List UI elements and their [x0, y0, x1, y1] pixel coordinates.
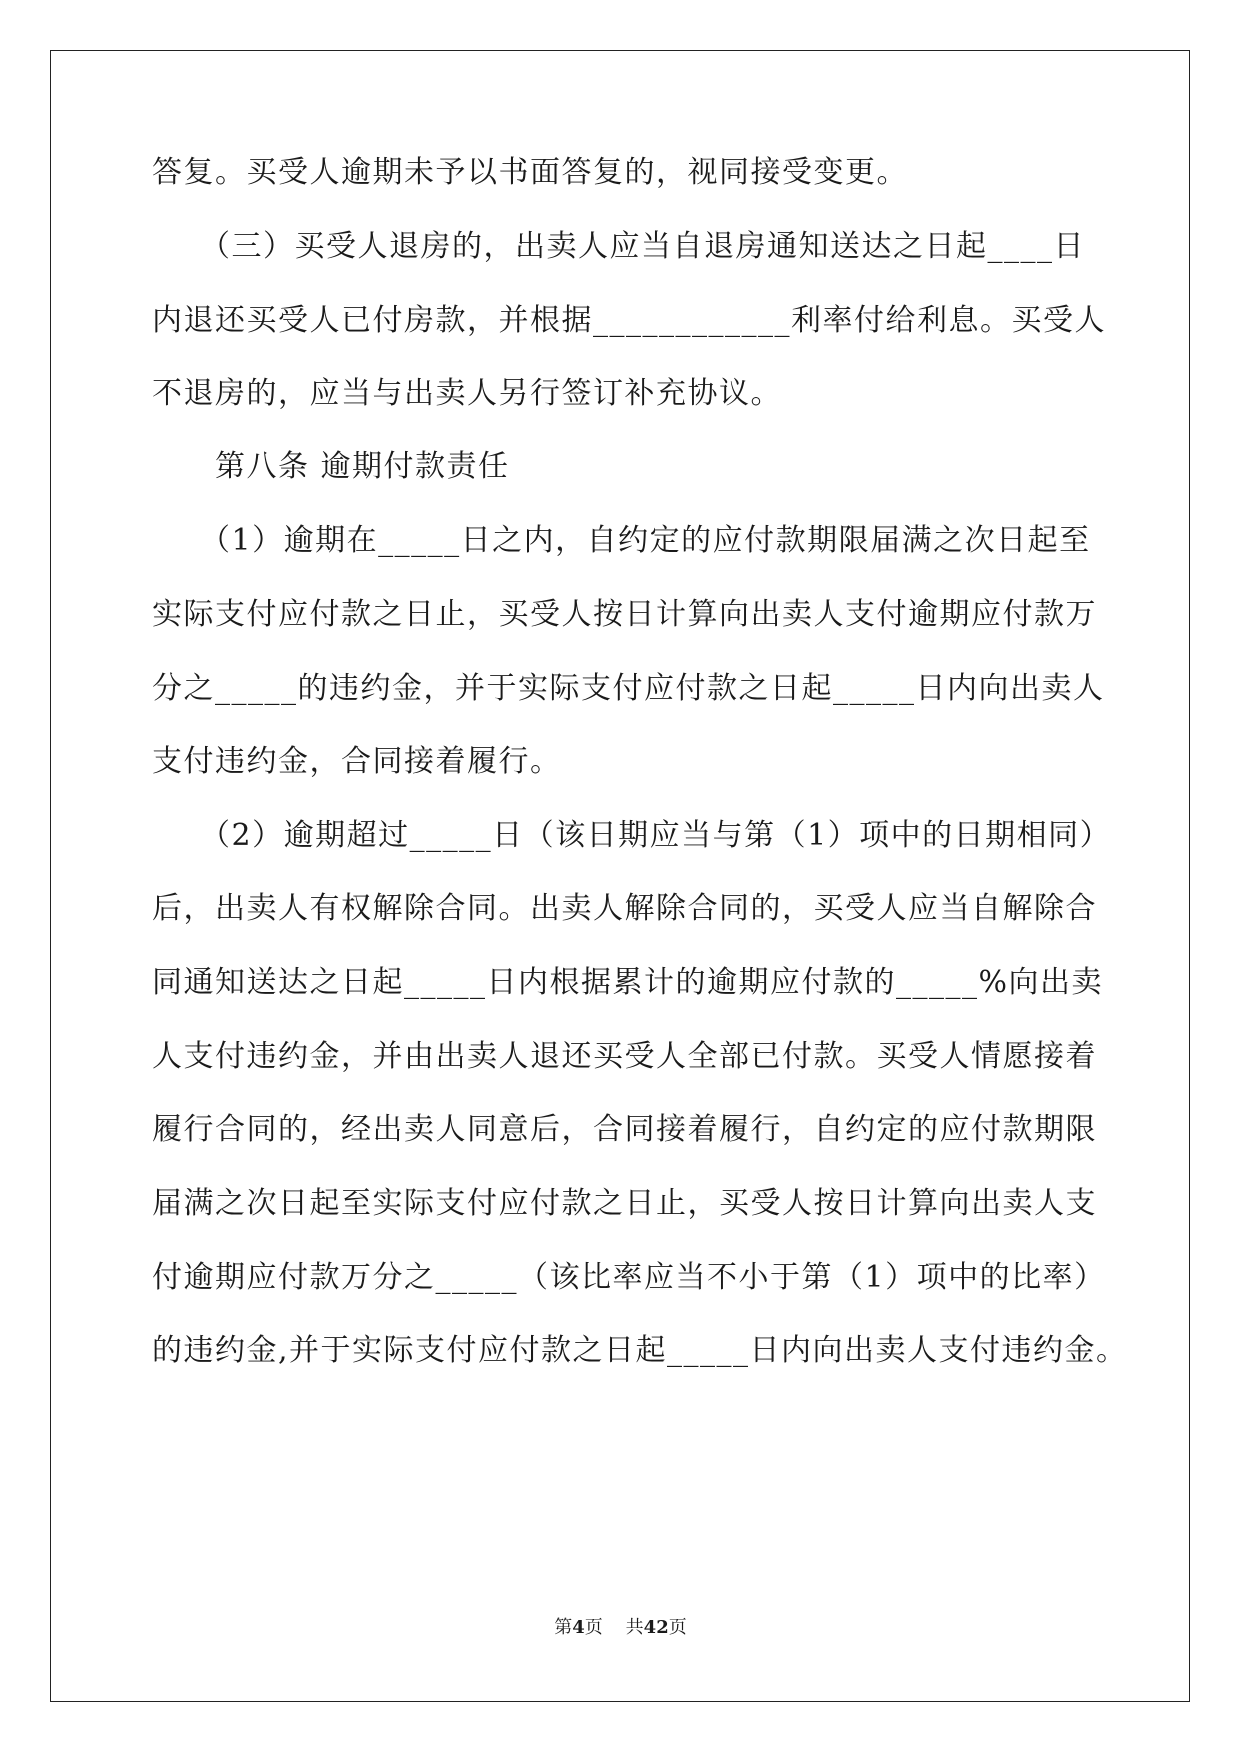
- page-footer: [0, 1616, 1241, 1640]
- page-border: [50, 50, 1190, 1702]
- text-line: 后，出卖人有权解除合同。出卖人解除合同的，买受人应当自解除合: [152, 891, 1097, 926]
- text-line: 履行合同的，经出卖人同意后，合同接着履行，自约定的应付款期限: [152, 1112, 1097, 1147]
- text-line: 届满之次日起至实际支付应付款之日止，买受人按日计算向出卖人支: [152, 1186, 1097, 1221]
- text-line: （1）逾期在_____日之内，自约定的应付款期限届满之次日起至: [152, 523, 1091, 558]
- text-line: 人支付违约金，并由出卖人退还买受人全部已付款。买受人情愿接着: [152, 1039, 1097, 1074]
- text-line: 答复。买受人逾期未予以书面答复的，视同接受变更。: [152, 155, 908, 190]
- text-line: 的违约金,并于实际支付应付款之日起_____日内向出卖人支付违约金。: [152, 1333, 1128, 1368]
- text-line: 不退房的，应当与出卖人另行签订补充协议。: [152, 376, 782, 411]
- footer-total-word: 页: [668, 1617, 687, 1638]
- text-line: 分之_____的违约金，并于实际支付应付款之日起_____日内向出卖人: [152, 671, 1105, 706]
- text-line: 同通知送达之日起_____日内根据累计的逾期应付款的_____%向出卖: [152, 965, 1104, 1000]
- text-line: 支付违约金，合同接着履行。: [152, 744, 562, 779]
- text-line: （2）逾期超过_____日（该日期应当与第（1）项中的日期相同）: [152, 818, 1112, 853]
- current-page-number: 4: [572, 1617, 585, 1638]
- footer-prefix: 第: [554, 1617, 573, 1638]
- text-line: 内退还买受人已付房款，并根据____________利率付给利息。买受人: [152, 303, 1106, 338]
- total-pages-number: 42: [643, 1617, 669, 1638]
- text-line: 付逾期应付款万分之_____（该比率应当不小于第（1）项中的比率）: [152, 1260, 1106, 1295]
- footer-total-prefix: 共: [625, 1617, 644, 1638]
- article-heading: 第八条 逾期付款责任: [152, 449, 510, 484]
- footer-page-word: 页: [584, 1617, 603, 1638]
- text-line: 实际支付应付款之日止，买受人按日计算向出卖人支付逾期应付款万: [152, 597, 1097, 632]
- text-line: （三）买受人退房的，出卖人应当自退房通知送达之日起____日: [152, 229, 1085, 264]
